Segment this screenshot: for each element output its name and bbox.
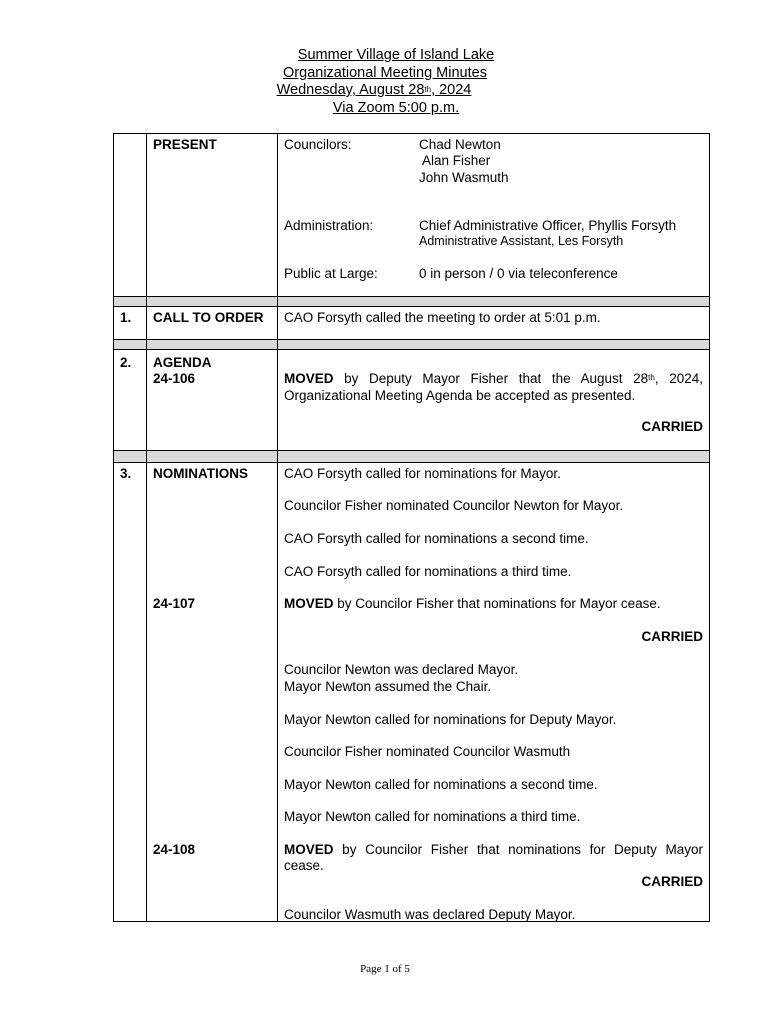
- nominations-label: NOMINATIONS: [153, 466, 248, 481]
- motion-number: 24-106: [153, 371, 196, 386]
- minutes-table: [113, 133, 710, 922]
- agenda-motion-text: MOVED by Deputy Mayor Fisher that the August 28th, 2024, Organizational Meeting Agenda be accepted as presented.: [284, 371, 703, 403]
- motion-number: 24-108: [153, 842, 196, 857]
- meeting-title: Organizational Meeting Minutes: [283, 64, 487, 81]
- table-rule: [113, 296, 710, 297]
- item-number: 1.: [120, 310, 132, 325]
- table-rule: [113, 462, 710, 463]
- meeting-date: Wednesday, August 28th, 2024: [276, 82, 472, 98]
- table-rule: [277, 133, 278, 922]
- minutes-line: Mayor Newton called for nominations a third time.: [284, 809, 581, 824]
- motion-result: CARRIED: [641, 629, 703, 644]
- councilor-name: Chad Newton: [419, 137, 501, 152]
- councilor-name: Alan Fisher: [422, 153, 491, 168]
- document-header: [0, 47, 770, 117]
- table-rule: [113, 306, 710, 307]
- item-number: 3.: [120, 466, 132, 481]
- minutes-line: Councilor Newton was declared Mayor.: [284, 662, 519, 677]
- minutes-line: Mayor Newton assumed the Chair.: [284, 679, 492, 694]
- motion-number: 24-107: [153, 596, 196, 611]
- motion-text: MOVED by Councilor Fisher that nominations for Deputy Mayor cease.: [284, 842, 703, 873]
- table-border: [709, 133, 710, 922]
- table-rule: [113, 450, 710, 451]
- minutes-line: Councilor Fisher nominated Councilor Wasmuth: [284, 744, 571, 759]
- administration-member: Administrative Assistant, Les Forsyth: [419, 234, 624, 248]
- motion-result: CARRIED: [641, 419, 703, 434]
- public-value: 0 in person / 0 via teleconference: [419, 266, 618, 281]
- separator-row: [113, 339, 710, 349]
- administration-member: Chief Administrative Officer, Phyllis Forsyth: [419, 218, 677, 233]
- minutes-line: Councilor Wasmuth was declared Deputy Mayor.: [284, 907, 576, 922]
- councilors-label: Councilors:: [284, 137, 352, 152]
- call-to-order-text: CAO Forsyth called the meeting to order at 5:01 p.m.: [284, 310, 601, 325]
- minutes-line: CAO Forsyth called for nominations a second time.: [284, 531, 589, 546]
- table-rule: [113, 339, 710, 340]
- minutes-line: CAO Forsyth called for nominations a third time.: [284, 564, 572, 579]
- table-rule: [113, 349, 710, 350]
- call-to-order-label: CALL TO ORDER: [153, 310, 264, 325]
- item-number: 2.: [120, 355, 132, 370]
- municipality-title: Summer Village of Island Lake: [297, 47, 495, 63]
- table-border: [113, 133, 710, 134]
- table-rule: [146, 133, 147, 922]
- table-border: [113, 133, 114, 922]
- present-label: PRESENT: [153, 137, 217, 152]
- councilor-name: John Wasmuth: [419, 170, 509, 185]
- meeting-venue: Via Zoom 5:00 p.m.: [332, 99, 460, 116]
- administration-label: Administration:: [284, 218, 374, 233]
- minutes-line: CAO Forsyth called for nominations for Mayor.: [284, 466, 561, 481]
- public-label: Public at Large:: [284, 266, 378, 281]
- minutes-line: Councilor Fisher nominated Councilor Newton for Mayor.: [284, 498, 624, 513]
- motion-text: MOVED by Councilor Fisher that nominations for Mayor cease.: [284, 596, 661, 611]
- minutes-line: Mayor Newton called for nominations a second time.: [284, 777, 598, 792]
- motion-result: CARRIED: [641, 874, 703, 889]
- page-number: Page 1 of 5: [360, 963, 410, 975]
- agenda-label: AGENDA: [153, 355, 212, 370]
- separator-row: [113, 296, 710, 306]
- minutes-line: Mayor Newton called for nominations for Deputy Mayor.: [284, 712, 617, 727]
- separator-row: [113, 450, 710, 462]
